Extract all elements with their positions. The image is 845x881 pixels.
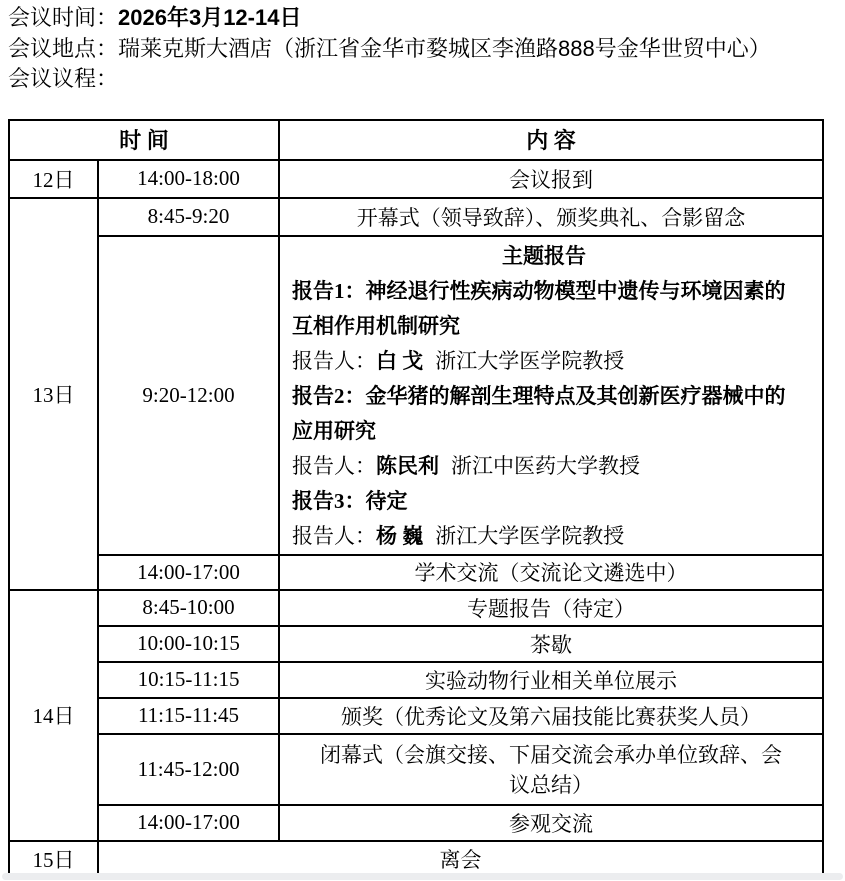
talk-1-title: 报告1：神经退行性疾病动物模型中遗传与环境因素的互相作用机制研究: [292, 278, 786, 338]
content-cell-departure: 离会: [98, 841, 823, 877]
time-cell-awards: 11:15-11:45: [98, 698, 279, 734]
table-row: [9, 805, 823, 841]
day-cell-13: 13日: [9, 198, 98, 590]
talk-3-speaker-line: [292, 519, 796, 554]
time-cell-opening: 8:45-9:20: [98, 198, 279, 236]
content-cell-opening: 开幕式（领导致辞）、颁奖典礼、合影留念: [279, 198, 823, 236]
content-cell-special-report: 专题报告（待定）: [279, 590, 823, 626]
column-header-time: 时 间: [9, 120, 279, 160]
meeting-location-label: 会议地点：: [8, 35, 119, 61]
column-header-content: 内 容: [279, 120, 823, 160]
speaker-label: 报告人：: [292, 453, 377, 478]
speaker-name: 陈民利: [376, 453, 440, 478]
table-row: [9, 841, 823, 877]
content-cell-registration: 会议报到: [279, 160, 823, 198]
table-row: [9, 555, 823, 590]
table-header-row: [9, 120, 823, 160]
content-cell-closing: 闭幕式（会旗交接、下届交流会承办单位致辞、会议总结）: [279, 734, 823, 805]
day-cell-15: 15日: [9, 841, 98, 877]
meeting-time-value: 2026年3月12-14日: [118, 5, 302, 30]
content-cell-awards: 颁奖（优秀论文及第六届技能比赛获奖人员）: [279, 698, 823, 734]
talk-2-speaker-line: [292, 449, 796, 484]
speaker-affiliation: 浙江中医药大学教授: [451, 453, 641, 478]
talk-1-speaker-line: [292, 344, 796, 379]
meeting-time-line: [8, 3, 845, 34]
meeting-agenda-line: [8, 64, 845, 95]
content-cell-exhibition: 实验动物行业相关单位展示: [279, 662, 823, 698]
content-cell-tea-break: 茶歇: [279, 626, 823, 662]
content-cell-visit: 参观交流: [279, 805, 823, 841]
day-cell-12: 12日: [9, 160, 98, 198]
keynote-heading: 主题报告: [502, 243, 587, 268]
meeting-agenda-label: 会议议程：: [8, 66, 119, 91]
table-row: [9, 698, 823, 734]
horizontal-scrollbar[interactable]: [2, 873, 843, 880]
agenda-table: [8, 119, 824, 878]
table-row: [9, 734, 823, 805]
time-cell-visit: 14:00-17:00: [98, 805, 279, 841]
talk-3-title: 报告3：待定: [292, 488, 408, 513]
table-row: [9, 198, 823, 236]
time-cell-keynotes: 9:20-12:00: [98, 236, 279, 555]
meeting-info: [0, 0, 845, 95]
time-cell-special-report: 8:45-10:00: [98, 590, 279, 626]
content-cell-academic-exchange: 学术交流（交流论文遴选中）: [279, 555, 823, 590]
day-cell-14: 14日: [9, 590, 98, 841]
time-cell-closing: 11:45-12:00: [98, 734, 279, 805]
time-cell-exhibition: 10:15-11:15: [98, 662, 279, 698]
speaker-affiliation: 浙江大学医学院教授: [435, 523, 625, 548]
talk-2-title: 报告2：金华猪的解剖生理特点及其创新医疗器械中的应用研究: [292, 383, 786, 443]
time-cell-academic-exchange: 14:00-17:00: [98, 555, 279, 590]
time-cell-registration: 14:00-18:00: [98, 160, 279, 198]
time-cell-tea-break: 10:00-10:15: [98, 626, 279, 662]
speaker-name: 杨 巍: [376, 523, 424, 548]
speaker-label: 报告人：: [292, 523, 377, 548]
table-row: [9, 662, 823, 698]
meeting-location-value: 瑞莱克斯大酒店（浙江省金华市婺城区李渔路888号金华世贸中心）: [118, 35, 771, 61]
speaker-label: 报告人：: [292, 348, 377, 373]
table-row: [9, 590, 823, 626]
table-row: [9, 236, 823, 555]
content-cell-keynotes: [279, 236, 823, 555]
meeting-location-line: [8, 34, 845, 65]
speaker-name: 白 戈: [376, 348, 424, 373]
table-row: [9, 160, 823, 198]
table-row: [9, 626, 823, 662]
meeting-time-label: 会议时间：: [8, 5, 119, 30]
speaker-affiliation: 浙江大学医学院教授: [435, 348, 625, 373]
